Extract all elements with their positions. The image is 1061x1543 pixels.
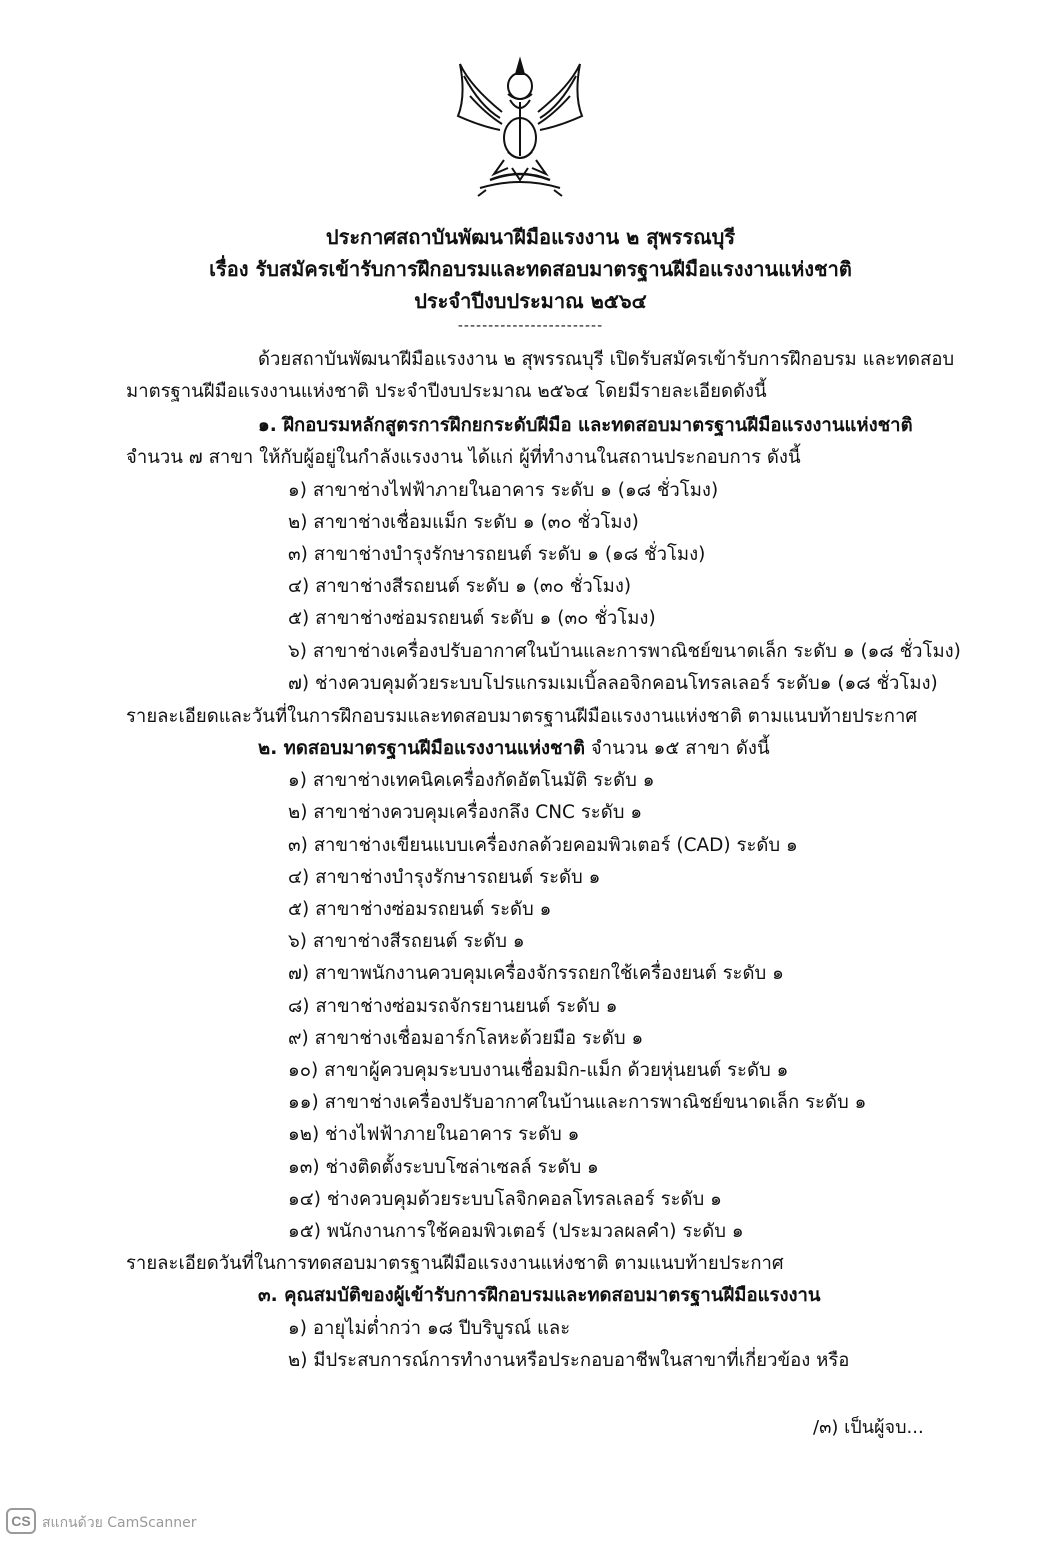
section2-item: ๑) สาขาช่างเทคนิคเครื่องกัดอัตโนมัติ ระดับ ๑ (288, 770, 655, 791)
section2-item: ๙) สาขาช่างเชื่อมอาร์กโลหะด้วยมือ ระดับ ๑ (288, 1028, 644, 1049)
continuation-note: /๓) เป็นผู้จบ... (813, 1417, 924, 1438)
section1-item: ๔) สาขาช่างสีรถยนต์ ระดับ ๑ (๓๐ ชั่วโมง) (288, 576, 632, 597)
section2-item: ๒) สาขาช่างควบคุมเครื่องกลึง CNC ระดับ ๑ (288, 802, 643, 823)
section3-item: ๒) มีประสบการณ์การทำงานหรือประกอบอาชีพในสาขาที่เกี่ยวข้อง หรือ (288, 1350, 850, 1371)
intro-line-1: ด้วยสถาบันพัฒนาฝีมือแรงงาน ๒ สุพรรณบุรี เปิดรับสมัครเข้ารับการฝึกอบรม และทดสอบ (258, 349, 955, 370)
section3-heading: ๓. คุณสมบัติของผู้เข้ารับการฝึกอบรมและทดสอบมาตรฐานฝีมือแรงงาน (258, 1285, 821, 1306)
section2-item: ๑๑) สาขาช่างเครื่องปรับอากาศในบ้านและการพาณิชย์ขนาดเล็ก ระดับ ๑ (288, 1092, 867, 1113)
section2-item: ๖) สาขาช่างสีรถยนต์ ระดับ ๑ (288, 931, 525, 952)
section2-heading-row (258, 737, 770, 761)
section1-item: ๖) สาขาช่างเครื่องปรับอากาศในบ้านและการพาณิชย์ขนาดเล็ก ระดับ ๑ (๑๘ ชั่วโมง) (288, 641, 961, 662)
section2-footer: รายละเอียดวันที่ในการทดสอบมาตรฐานฝีมือแรงงานแห่งชาติ ตามแนบท้ายประกาศ (126, 1253, 784, 1274)
section2-item: ๑๕) พนักงานการใช้คอมพิวเตอร์ (ประมวลผลคำ) ระดับ ๑ (288, 1221, 744, 1242)
section2-item: ๘) สาขาช่างซ่อมรถจักรยานยนต์ ระดับ ๑ (288, 996, 618, 1017)
title-line-3: ประจำปีงบประมาณ ๒๕๖๔ (414, 289, 647, 313)
section2-item: ๑๐) สาขาผู้ควบคุมระบบงานเชื่อมมิก-แม็ก ด้วยหุ่นยนต์ ระดับ ๑ (288, 1060, 789, 1081)
section1-item: ๒) สาขาช่างเชื่อมแม็ก ระดับ ๑ (๓๐ ชั่วโมง) (288, 512, 639, 533)
section2-item: ๗) สาขาพนักงานควบคุมเครื่องจักรรถยกใช้เครื่องยนต์ ระดับ ๑ (288, 963, 784, 984)
section1-item: ๓) สาขาช่างบำรุงรักษารถยนต์ ระดับ ๑ (๑๘ ชั่วโมง) (288, 544, 706, 565)
section1-heading: ๑. ฝึกอบรมหลักสูตรการฝึกยกระดับฝีมือ และทดสอบมาตรฐานฝีมือแรงงานแห่งชาติ (258, 415, 913, 436)
section2-item: ๔) สาขาช่างบำรุงรักษารถยนต์ ระดับ ๑ (288, 867, 601, 888)
section2-item: ๓) สาขาช่างเขียนแบบเครื่องกลด้วยคอมพิวเตอร์ (CAD) ระดับ ๑ (288, 835, 798, 856)
section1-footer: รายละเอียดและวันที่ในการฝึกอบรมและทดสอบมาตรฐานฝีมือแรงงานแห่งชาติ ตามแนบท้ายประกาศ (126, 706, 918, 727)
title-divider: ------------------------ (457, 318, 604, 334)
intro-line-2: มาตรฐานฝีมือแรงงานแห่งชาติ ประจำปีงบประมาณ ๒๕๖๔ โดยมีรายละเอียดดังนี้ (126, 381, 767, 402)
garuda-emblem (450, 56, 590, 198)
title-line-1: ประกาศสถาบันพัฒนาฝีมือแรงงาน ๒ สุพรรณบุรี (325, 225, 736, 249)
camscanner-watermark: สแกนด้วย CamScanner (42, 1515, 197, 1531)
section2-item: ๑๓) ช่างติดตั้งระบบโซล่าเซลล์ ระดับ ๑ (288, 1157, 599, 1178)
section1-subline: จำนวน ๗ สาขา ให้กับผู้อยู่ในกำลังแรงงาน ได้แก่ ผู้ที่ทำงานในสถานประกอบการ ดังนี้ (126, 447, 801, 468)
section2-heading: ๒. ทดสอบมาตรฐานฝีมือแรงงานแห่งชาติ (258, 738, 586, 759)
title-line-2: เรื่อง รับสมัครเข้ารับการฝึกอบรมและทดสอบมาตรฐานฝีมือแรงงานแห่งชาติ (209, 257, 852, 281)
section2-item: ๑๔) ช่างควบคุมด้วยระบบโลจิกคอลโทรลเลอร์ ระดับ ๑ (288, 1189, 722, 1210)
section2-item: ๕) สาขาช่างซ่อมรถยนต์ ระดับ ๑ (288, 899, 552, 920)
section2-heading-rest: จำนวน ๑๕ สาขา ดังนี้ (585, 738, 770, 759)
section1-item: ๕) สาขาช่างซ่อมรถยนต์ ระดับ ๑ (๓๐ ชั่วโมง) (288, 608, 656, 629)
section1-item: ๑) สาขาช่างไฟฟ้าภายในอาคาร ระดับ ๑ (๑๘ ชั่วโมง) (288, 480, 719, 501)
camscanner-logo-icon: CS (6, 1508, 36, 1534)
section3-item: ๑) อายุไม่ต่ำกว่า ๑๘ ปีบริบูรณ์ และ (288, 1318, 571, 1339)
section2-item: ๑๒) ช่างไฟฟ้าภายในอาคาร ระดับ ๑ (288, 1124, 580, 1145)
section1-item: ๗) ช่างควบคุมด้วยระบบโปรแกรมเมเบิ้ลลอจิกคอนโทรลเลอร์ ระดับ๑ (๑๘ ชั่วโมง) (288, 673, 938, 694)
